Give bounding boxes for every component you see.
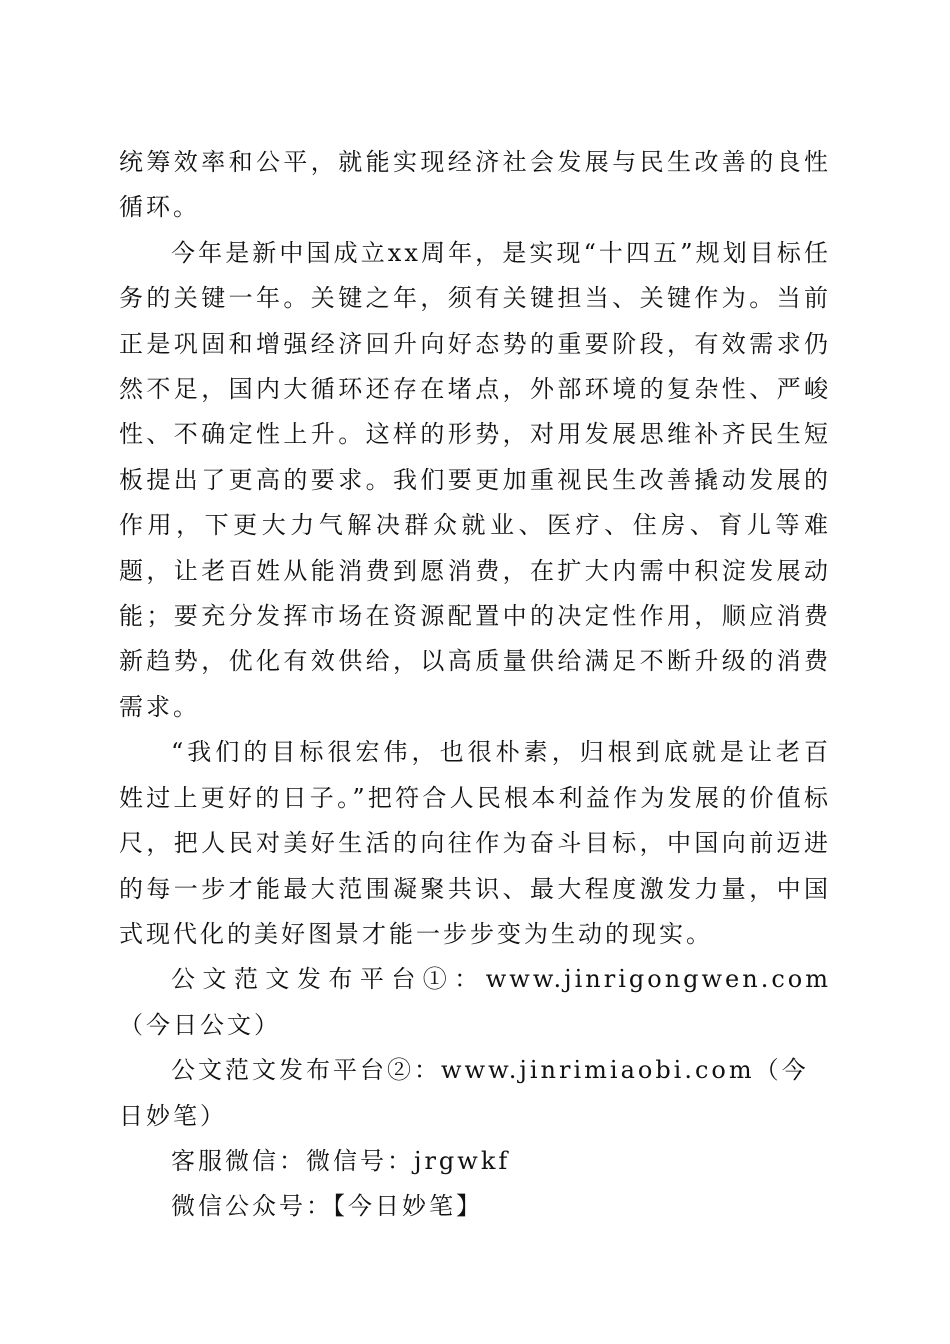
footer-platform-1: 公文范文发布平台①：www.jinrigongwen.com（今日公文） <box>119 965 831 1039</box>
footer-official-account: 微信公众号：【今日妙笔】 <box>171 1192 483 1221</box>
paragraph-people-goal: “我们的目标很宏伟，也很朴素，归根到底就是让老百姓过上更好的日子。”把符合人民根本利益作为发展的价值标尺，把人民对美好生活的向往作为奋斗目标，中国向前迈进的每一步才能最大范围凝聚共识、最大程度激发力量，中国式现代化的美好图景才能一步步变为生动的现实。 <box>119 738 831 948</box>
paragraph-development-situation: 今年是新中国成立xx周年，是实现“十四五”规划目标任务的关键一年。关键之年，须有关键担当、关键作为。当前正是巩固和增强经济回升向好态势的重要阶段，有效需求仍然不足，国内大循环还存在堵点，外部环境的复杂性、严峻性、不确定性上升。这样的形势，对用发展思维补齐民生短板提出了更高的要求。我们要更加重视民生改善撬动发展的作用，下更大力气解决群众就业、医疗、住房、育儿等难题，让老百姓从能消费到愿消费，在扩大内需中积淀发展动能；要充分发挥市场在资源配置中的决定性作用，顺应消费新趋势，优化有效供给，以高质量供给满足不断升级的消费需求。 <box>119 238 831 721</box>
paragraph-continuation: 统筹效率和公平，就能实现经济社会发展与民生改善的良性循环。 <box>119 148 831 222</box>
footer-platform-2: 公文范文发布平台②：www.jinrimiaobi.com（今日妙笔） <box>119 1056 809 1130</box>
document-page <box>119 140 831 1230</box>
footer-service-wechat: 客服微信：微信号：jrgwkf <box>171 1146 511 1175</box>
